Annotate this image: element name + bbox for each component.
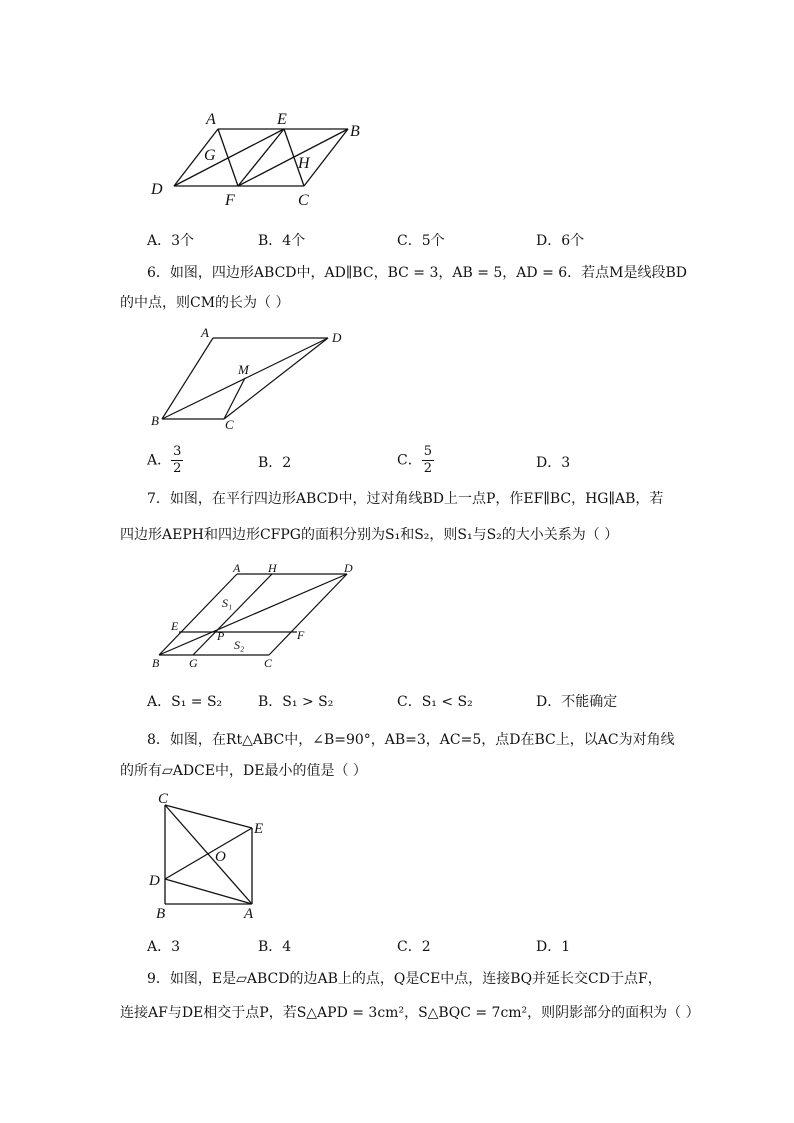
q7-option-b[interactable]: B．S₁ > S₂ xyxy=(258,694,334,710)
figure-q7 xyxy=(145,558,370,673)
fig8-label-C: C xyxy=(158,791,169,807)
q8-text-line2: 的所有▱ADCE中，DE最小的值是（ ） xyxy=(120,763,367,779)
fig6-label-D: D xyxy=(332,330,342,345)
fig7-label-A: A xyxy=(233,561,241,575)
fig8-label-D: D xyxy=(149,873,160,889)
q5-option-b[interactable]: B．4个 xyxy=(258,233,306,249)
q9-text-line1: 9．如图，E是▱ABCD的边AB上的点，Q是CE中点，连接BQ并延长交CD于点F， xyxy=(147,971,662,987)
q6-text-line1: 6．如图，四边形ABCD中，AD∥BC，BC = 3，AB = 5，AD = 6．若点M是线段BD xyxy=(147,265,688,281)
q8-option-c[interactable]: C．2 xyxy=(397,939,431,955)
q8-option-d[interactable]: D．1 xyxy=(536,939,571,955)
fig8-label-B: B xyxy=(156,906,166,922)
q6-option-a[interactable] xyxy=(147,444,183,477)
fig7-label-F: F xyxy=(297,628,305,642)
fig7-label-B: B xyxy=(152,656,160,670)
fig1-label-D: D xyxy=(151,181,163,198)
q9-text-line2: 连接AF与DE相交于点P，若S△APD = 3cm²，S△BQC = 7cm²，则阴影部分的面积为（ ） xyxy=(120,1005,700,1021)
fig7-label-S1: S₁ xyxy=(222,596,233,610)
q5-option-d[interactable]: D．6个 xyxy=(536,233,585,249)
q5-option-a[interactable]: A．3个 xyxy=(147,233,195,249)
fig6-label-B: B xyxy=(151,413,159,428)
q7-option-d[interactable]: D．不能确定 xyxy=(536,694,618,710)
fig8-label-A: A xyxy=(244,906,254,922)
fig7-label-P: P xyxy=(217,629,225,643)
q6-option-b[interactable]: B．2 xyxy=(258,455,292,471)
fig7-label-E: E xyxy=(171,619,179,633)
fig1-label-C: C xyxy=(298,192,309,209)
fig7-label-D: D xyxy=(344,561,353,575)
q8-option-b[interactable]: B．4 xyxy=(258,939,292,955)
fig8-label-E: E xyxy=(254,821,264,837)
figure-q6 xyxy=(145,322,355,434)
q6-option-d[interactable]: D．3 xyxy=(536,455,571,471)
fig7-label-G: G xyxy=(189,656,198,670)
q6-option-c-fraction xyxy=(422,444,434,477)
fig7-label-C: C xyxy=(264,656,273,670)
fig1-label-G: G xyxy=(204,147,216,164)
q7-option-a[interactable]: A．S₁ = S₂ xyxy=(147,694,223,710)
q6-option-c[interactable] xyxy=(397,444,434,477)
fig8-label-O: O xyxy=(215,849,226,865)
q6-text-line2: 的中点，则CM的长为（ ） xyxy=(120,295,290,311)
q6-option-a-fraction xyxy=(171,444,183,477)
fig1-label-B: B xyxy=(350,123,360,140)
fig7-label-S2: S₂ xyxy=(234,638,245,652)
q6-option-a-denominator: 2 xyxy=(173,461,182,476)
fig6-label-A: A xyxy=(201,325,209,340)
q7-option-c[interactable]: C．S₁ < S₂ xyxy=(397,694,473,710)
q7-text-line1: 7．如图，在平行四边形ABCD中，过对角线BD上一点P，作EF∥BC，HG∥AB，若 xyxy=(147,491,664,507)
q6-option-c-prefix: C． xyxy=(397,452,422,469)
q8-text-line1: 8．如图，在Rt△ABC中，∠B=90°，AB=3，AC=5，点D在BC上，以AC为对角线 xyxy=(147,732,675,748)
fig1-label-H: H xyxy=(298,155,310,172)
q7-text-line2: 四边形AEPH和四边形CFPG的面积分别为S₁和S₂，则S₁与S₂的大小关系为（ ） xyxy=(120,527,619,543)
fig6-label-M: M xyxy=(238,362,249,377)
q6-option-a-numerator: 3 xyxy=(173,444,182,459)
fig1-label-A: A xyxy=(206,111,216,128)
figure-q8 xyxy=(140,788,280,923)
figure-q5 xyxy=(140,105,380,210)
fig1-label-F: F xyxy=(225,192,235,209)
fig6-label-C: C xyxy=(225,417,234,432)
q6-option-c-denominator: 2 xyxy=(423,461,432,476)
q6-option-c-numerator: 5 xyxy=(423,444,432,459)
fig7-label-H: H xyxy=(268,561,277,575)
q8-option-a[interactable]: A．3 xyxy=(147,939,181,955)
q6-option-a-prefix: A． xyxy=(147,452,172,469)
q5-option-c[interactable]: C．5个 xyxy=(397,233,445,249)
fig1-label-E: E xyxy=(277,111,287,128)
